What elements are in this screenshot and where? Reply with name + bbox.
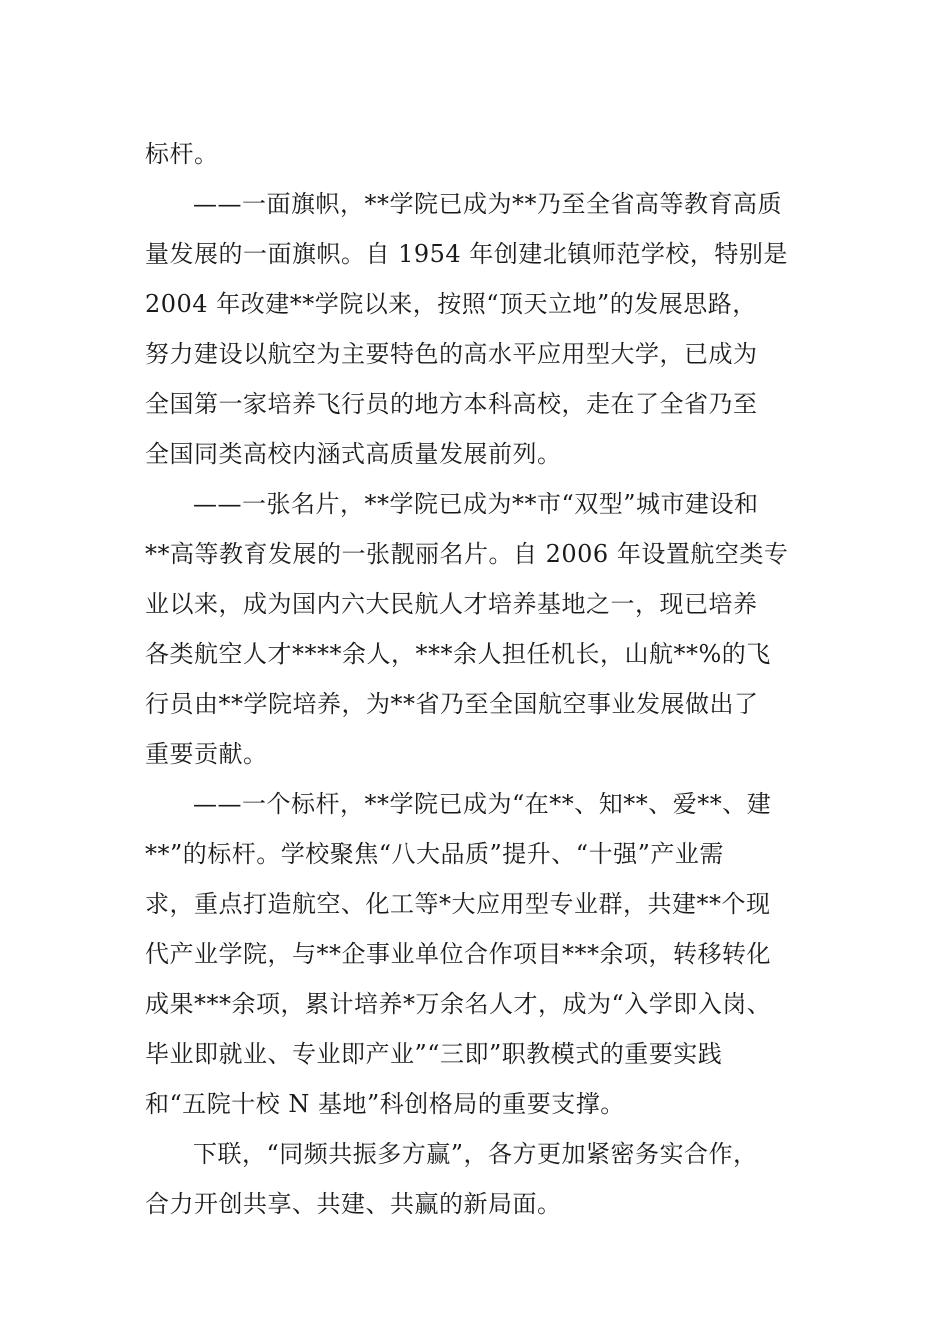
- text-line: 和“五院十校 N 基地”科创格局的重要支撑。: [145, 1090, 625, 1118]
- text-line: ——一个标杆，**学院已成为“在**、知**、爱**、建: [193, 790, 772, 818]
- text-line: 标杆。: [145, 140, 219, 168]
- text-line: 业以来，成为国内六大民航人才培养基地之一，现已培养: [145, 590, 758, 618]
- text-line: 2004 年改建**学院以来，按照“顶天立地”的发展思路，: [145, 290, 757, 318]
- text-line: 全国第一家培养飞行员的地方本科高校，走在了全省乃至: [145, 390, 758, 418]
- text-line: ——一面旗帜，**学院已成为**乃至全省高等教育高质: [193, 190, 782, 218]
- text-line: ——一张名片，**学院已成为**市“双型”城市建设和: [193, 490, 759, 518]
- text-line: **高等教育发展的一张靓丽名片。自 2006 年设置航空类专: [145, 540, 789, 568]
- text-line: 各类航空人才****余人，***余人担任机长，山航**%的飞: [145, 640, 771, 668]
- text-line: 毕业即就业、专业即产业”“三即”职教模式的重要实践: [145, 1040, 723, 1068]
- text-line: 下联，“同频共振多方赢”，各方更加紧密务实合作，: [193, 1140, 758, 1168]
- text-line: 重要贡献。: [145, 740, 268, 768]
- text-line: 全国同类高校内涵式高质量发展前列。: [145, 440, 562, 468]
- text-line: 量发展的一面旗帜。自 1954 年创建北镇师范学校，特别是: [145, 240, 788, 268]
- text-line: **”的标杆。学校聚焦“八大品质”提升、“十强”产业需: [145, 840, 724, 868]
- text-line: 代产业学院，与**企事业单位合作项目***余项，转移转化: [145, 940, 771, 968]
- text-line: 求，重点打造航空、化工等*大应用型专业群，共建**个现: [145, 890, 771, 918]
- text-line: 合力开创共享、共建、共赢的新局面。: [145, 1190, 562, 1218]
- text-line: 行员由**学院培养，为**省乃至全国航空事业发展做出了: [145, 690, 759, 718]
- text-line: 努力建设以航空为主要特色的高水平应用型大学，已成为: [145, 340, 758, 368]
- text-line: 成果***余项，累计培养*万余名人才，成为“入学即入岗、: [145, 990, 772, 1018]
